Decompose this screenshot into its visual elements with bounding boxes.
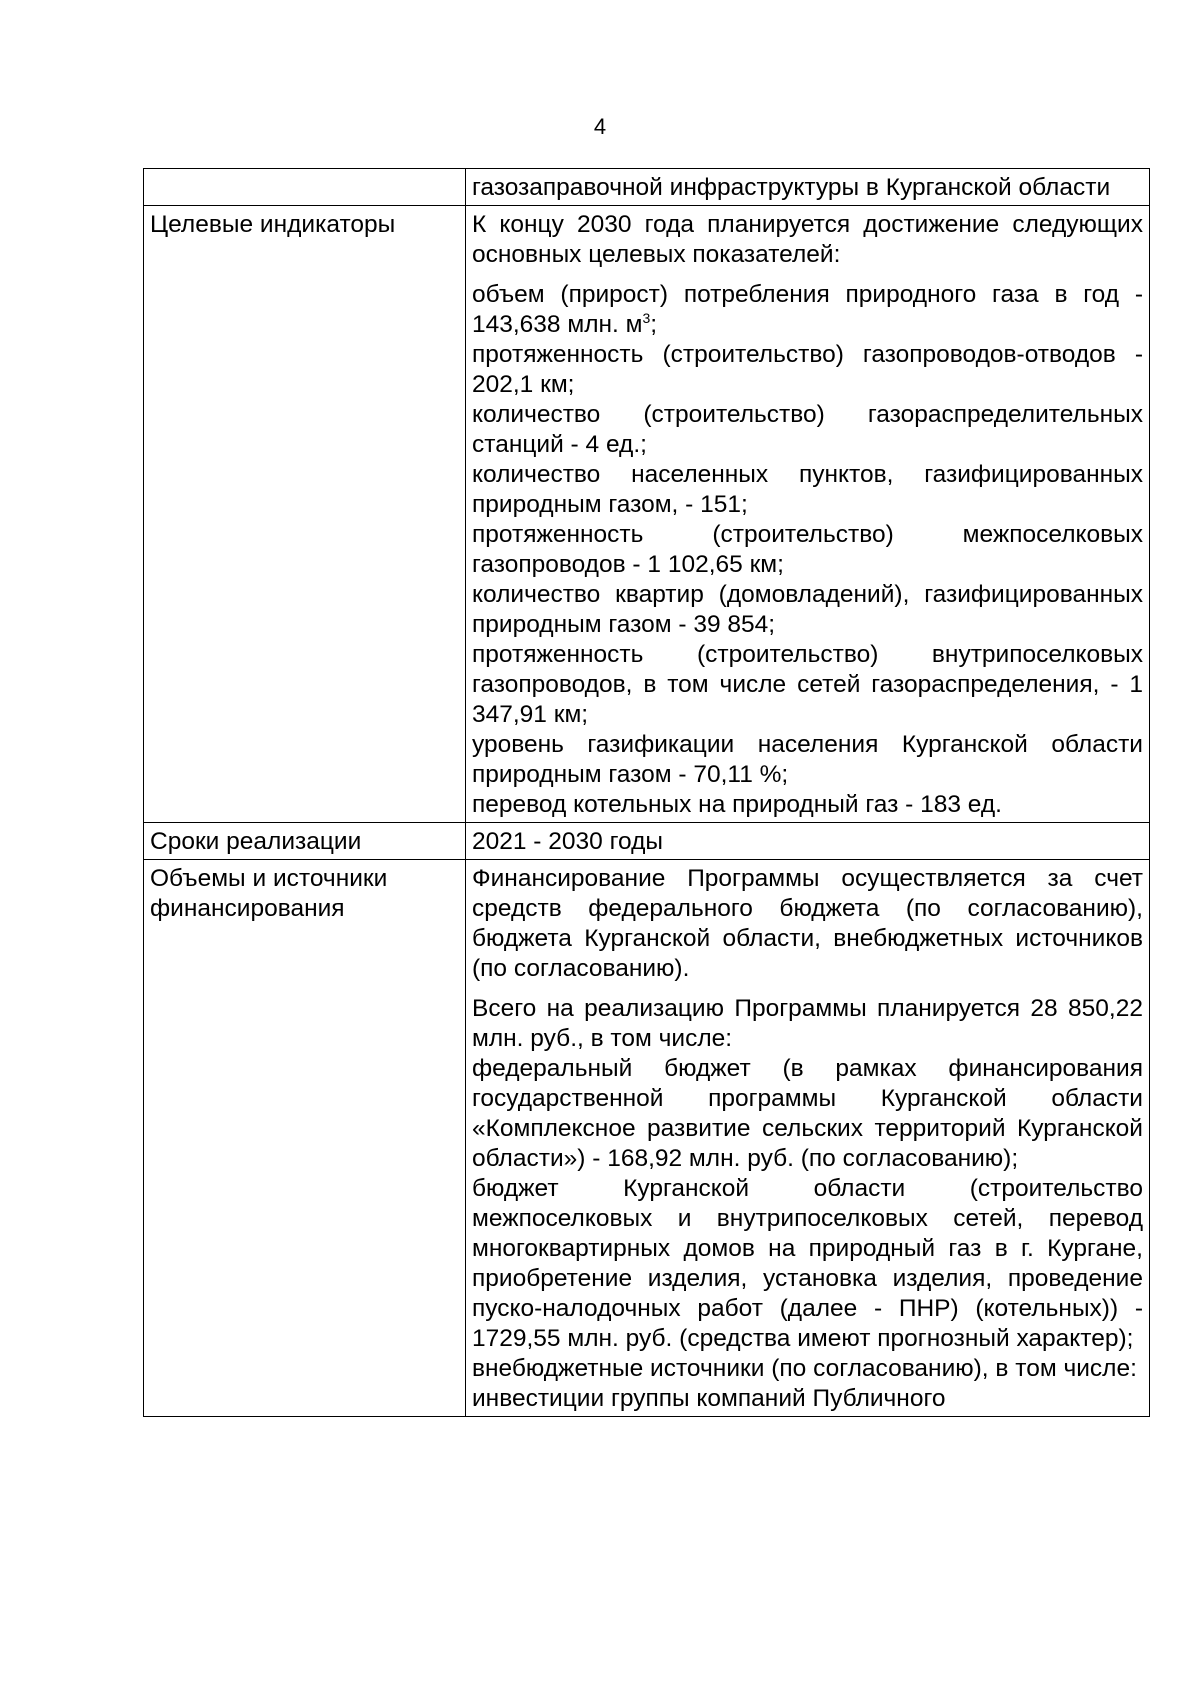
indicator-item: протяженность (строительство) газопроводов-отводов - 202,1 км; [472,341,1143,398]
indicators-intro: К концу 2030 года планируется достижение следующих основных целевых показателей: [472,211,1143,268]
page-number: 4 [593,114,607,139]
row-label-empty [144,169,466,206]
row-content [466,206,1150,823]
indicator-gas-consumption [472,280,1143,340]
indicator-gas-suffix: ; [650,311,658,338]
table-row [144,823,1150,860]
indicator-item: протяженность (строительство) внутрипоселковых газопроводов, в том числе сетей газораспределения, - 1 347,91 км; [472,641,1143,728]
table-row [144,169,1150,206]
indicator-item: количество квартир (домовладений), газифицированных природным газом - 39 854; [472,581,1143,638]
indicator-gas-text: объем (прирост) потребления природного газа в год - 143,638 млн. м [472,281,1143,338]
indicator-item: перевод котельных на природный газ - 183 ед. [472,791,1002,818]
implementation-period-value: 2021 - 2030 годы [472,828,663,855]
funding-item: бюджет Курганской области (строительство межпоселковых и внутрипоселковых сетей, перевод многоквартирных домов на природный газ в г. Кургане, приобретение изделия, установка изделия, проведение пуско-налодочных работ (далее - ПНР) (котельных)) - 1729,55 млн. руб. (средства имеют прогнозный характер); [472,1175,1143,1352]
indicator-item: количество (строительство) газораспределительных станций - 4 ед.; [472,401,1143,458]
indicator-item: количество населенных пунктов, газифицированных природным газом, - 151; [472,461,1143,518]
funding-item: инвестиции группы компаний Публичного [472,1385,946,1412]
table-row [144,860,1150,1417]
table-row [144,206,1150,823]
funding-item: внебюджетные источники (по согласованию), в том числе: [472,1355,1137,1382]
row-content [466,823,1150,860]
funding-item: федеральный бюджет (в рамках финансирования государственной программы Курганской области «Комплексное развитие сельских территорий Курганской области») - 168,92 млн. руб. (по согласованию); [472,1055,1143,1172]
indicator-item: уровень газификации населения Курганской области природным газом - 70,11 %; [472,731,1143,788]
funding-item: Всего на реализацию Программы планируется 28 850,22 млн. руб., в том числе: [472,995,1143,1052]
row-content [466,860,1150,1417]
continuation-text: газозаправочной инфраструктуры в Курганской области [472,174,1111,201]
passport-table [143,168,1150,1417]
indicator-item: протяженность (строительство) межпоселковых газопроводов - 1 102,65 км; [472,521,1143,578]
row-label-target-indicators: Целевые индикаторы [144,206,466,823]
funding-intro: Финансирование Программы осуществляется за счет средств федерального бюджета (по согласованию), бюджета Курганской области, внебюджетных источников (по согласованию). [472,865,1143,982]
row-content [466,169,1150,206]
row-label-funding: Объемы и источники финансирования [144,860,466,1417]
row-label-implementation-period: Сроки реализации [144,823,466,860]
unit-superscript: 3 [642,309,651,326]
